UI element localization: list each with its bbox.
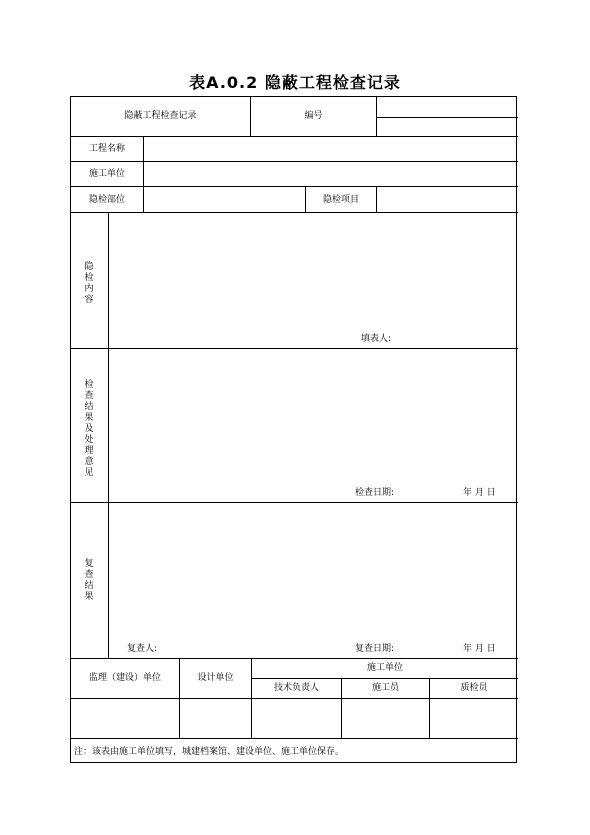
number-field-2[interactable]	[377, 118, 518, 136]
reviewer-label: 复查人:	[127, 644, 158, 654]
project-name-field[interactable]	[144, 137, 518, 161]
tech-lead-signature-cell[interactable]	[252, 699, 341, 738]
supervision-unit-label: 监理（建设）单位	[88, 673, 161, 683]
rule-construction-sub	[251, 678, 518, 679]
constructor-signature-cell[interactable]	[342, 699, 429, 738]
supervision-signature-cell[interactable]	[71, 699, 179, 738]
hidden-item-label: 隐检项目	[322, 195, 359, 205]
result-area[interactable]	[109, 349, 518, 502]
review-area[interactable]	[109, 503, 518, 658]
review-section-label: 复查结果	[84, 559, 94, 602]
result-section-label: 检查结果及处理意见	[84, 380, 94, 478]
check-date-label: 检查日期:	[355, 488, 395, 498]
review-date-label: 复查日期:	[355, 644, 395, 654]
project-name-label: 工程名称	[88, 144, 125, 154]
review-date-format: 年 月 日	[463, 644, 496, 654]
signoff-construction-unit-label: 施工单位	[366, 663, 403, 673]
filler-label: 填表人:	[361, 334, 392, 344]
rule-review-bottom	[71, 658, 518, 659]
constructor-label: 施工员	[371, 683, 399, 693]
tech-lead-label: 技术负责人	[273, 683, 319, 693]
quality-inspector-label: 质检员	[460, 683, 488, 693]
design-unit-label: 设计单位	[197, 673, 234, 683]
number-label: 编号	[304, 111, 323, 121]
construction-unit-label: 施工单位	[88, 169, 125, 179]
construction-unit-field[interactable]	[144, 162, 518, 186]
hidden-part-field[interactable]	[144, 187, 305, 212]
hidden-item-field[interactable]	[377, 187, 518, 212]
hidden-part-label: 隐检部位	[88, 195, 125, 205]
page-title: 表A.0.2 隐蔽工程检查记录	[189, 73, 401, 92]
content-area[interactable]	[109, 213, 518, 348]
record-name-cell: 隐蔽工程检查记录	[124, 111, 197, 121]
check-date-format: 年 月 日	[463, 488, 496, 498]
record-form	[70, 96, 517, 763]
quality-inspector-signature-cell[interactable]	[430, 699, 518, 738]
footnote: 注：该表由施工单位填写，城建档案馆、建设单位、施工单位保存。	[74, 747, 345, 757]
rule-sign-bottom	[71, 738, 518, 739]
design-signature-cell[interactable]	[180, 699, 251, 738]
number-field-1[interactable]	[377, 97, 518, 117]
content-section-label: 隐检内容	[84, 262, 94, 305]
